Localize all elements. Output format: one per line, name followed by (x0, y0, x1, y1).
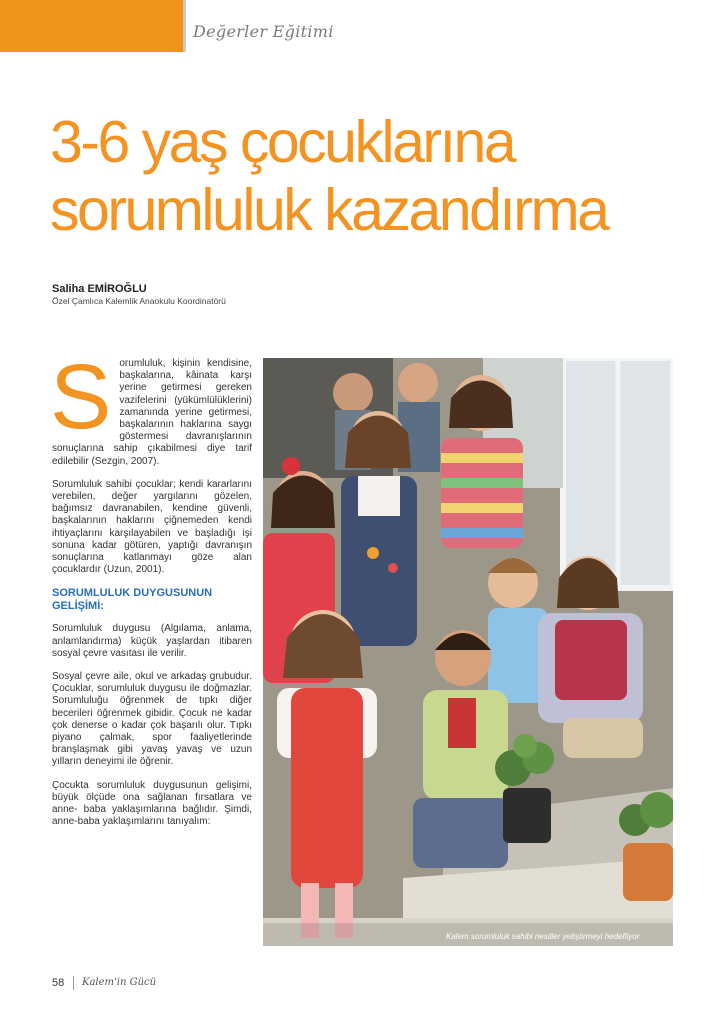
page-number: 58 (52, 977, 65, 989)
paragraph-2: Sorumluluk sahibi çocuklar; kendi kararlarını verebilen, değer yargılarını gözelen, bağımsız davranabilen, kendine güvenli, başkalarının haklarını çiğnemeden kendi ihtiyaçlarını karşılayabilen ve başladığı işi sonuna kadar götüren, yaptığı davranışın sonuçlarına katlanmayı göze alan çocuklardır (Uzun, 2001). (52, 478, 252, 576)
header-color-bar (0, 0, 183, 52)
section-label: Değerler Eğitimi (193, 22, 334, 41)
title-line-1: 3-6 yaş çocuklarına (50, 109, 515, 175)
magazine-name: Kalem'in Gücü (82, 977, 157, 988)
paragraph-4: Sosyal çevre aile, okul ve arkadaş grubudur. Çocuklar, sorumluluk duygusu ile doğmazlar. Sorumluluğu öğrenmek de tıpkı diğer becerileri öğrenmek gibidir. Çocuk ne kadar çok denerse o kadar çok başarılı olur. Tıpkı piyano çalmak, spor faaliyetlerinde branşlaşmak gibi yavaş yavaş ve uzun yılların deneyimi ile öğrenir. (52, 671, 252, 768)
title-line-2: sorumluluk kazandırma (50, 177, 608, 243)
children-photo-illustration (263, 358, 673, 946)
section-heading: SORUMLULUK DUYGUSUNUN GELİŞİMİ: (52, 587, 213, 613)
footer-divider (73, 976, 74, 990)
article-title (50, 108, 690, 244)
paragraph-1: orumluluk, kişinin kendisine, başkalarına, kâinata karşı yerine getirmesi gereken vazifelerini (yükümlülüklerini) zamanında yerine getirmesi, başkalarının haklarına saygı göstermesi davranışlarının sonuçlarına sahip çıkabilmesi diye tarif edilebilir (Sezgin, 2007). (52, 358, 252, 467)
author-role: Özel Çamlıca Kalemlik Anaokulu Koordinatörü (52, 296, 226, 306)
article-photo (263, 358, 673, 946)
paragraph-5: Çocukta sorumluluk duygusunun gelişimi, büyük ölçüde ona sağlanan fırsatlara ve anne- baba yaklaşımlarına bağlıdır. Şimdi, anne-baba yaklaşımlarını tanıyalım: (52, 779, 252, 828)
author-name: Saliha EMİROĞLU (52, 283, 147, 295)
drop-cap: S (50, 346, 112, 448)
header-divider (183, 0, 186, 52)
paragraph-3: Sorumluluk duygusu (Algılama, anlama, anlamlandırma) küçük yaşlardan itibaren sosyal çevre vasıtası ile verilir. (52, 623, 252, 659)
photo-caption: Kalem sorumluluk sahibi nesiller yetiştirmeyi hedefliyor (446, 932, 640, 941)
article-body (50, 346, 252, 840)
